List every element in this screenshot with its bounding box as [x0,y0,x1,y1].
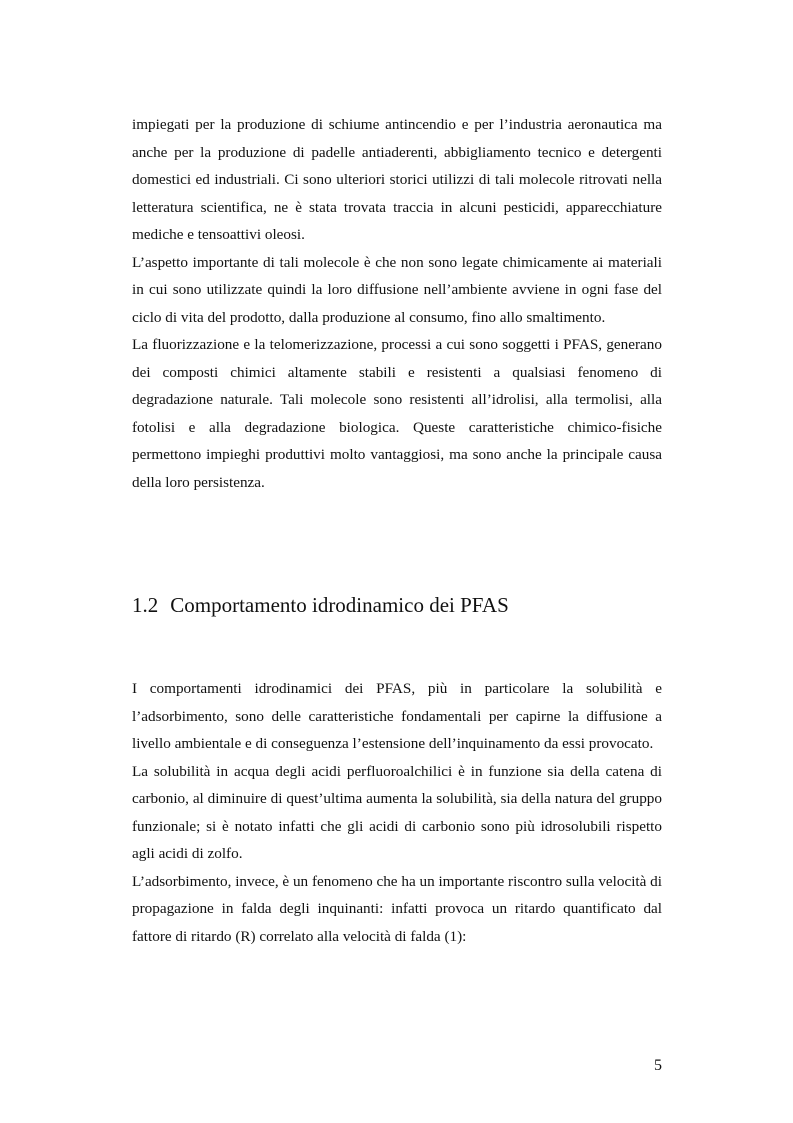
section-number: 1.2 [132,593,159,617]
paragraph-adsorption: L’adsorbimento, invece, è un fenomeno che ha un importante riscontro sulla velocità di propagazione in falda degli inquinanti: infatti provoca un ritardo quantificato dal fattore di ritardo (R) correlato alla velocità di falda (1): [132,872,662,945]
paragraph-hydrodynamic: I comportamenti idrodinamici dei PFAS, più in particolare la solubilità e l’adsorbimento, sono delle caratteristiche fondamentali per capirne la diffusione a livello ambientale e di conseguenza l’estensione dell’inquinamento da essi provocato. [132,680,662,752]
paragraph-uses: impiegati per la produzione di schiume antincendio e per l’industria aeronautica ma anche per la produzione di padelle antiaderenti, abbigliamento tecnico e detergenti domestici ed industriali. Ci sono ulteriori storici utilizzi di tali molecole ritrovati nella letteratura scientifica, ne è stata trovata traccia in alcuni pesticidi, apparecchiature mediche e tensoattivi oleosi. [132,116,662,243]
section-title: Comportamento idrodinamico dei PFAS [170,593,509,617]
body-text-section [132,675,662,950]
paragraph-persistence: La fluorizzazione e la telomerizzazione, processi a cui sono soggetti i PFAS, generano dei composti chimici altamente stabili e resistenti a qualsiasi fenomeno di degradazione naturale. Tali molecole sono resistenti all’idrolisi, alla termolisi, alla fotolisi e alla degradazione biologica. Queste caratteristiche chimico-fisiche permettono impieghi produttivi molto vantaggiosi, ma sono anche la principale causa della loro persistenza. [132,336,662,491]
paragraph-diffusion: L’aspetto importante di tali molecole è che non sono legate chimicamente ai materiali in cui sono utilizzate quindi la loro diffusione nell’ambiente avviene in ogni fase del ciclo di vita del prodotto, dalla produzione al consumo, fino allo smaltimento. [132,253,662,326]
page-number: 5 [654,1057,662,1074]
paragraph-solubility: La solubilità in acqua degli acidi perfluoroalchilici è in funzione sia della catena di carbonio, al diminuire di quest’ultima aumenta la solubilità, sia della natura del gruppo funzionale; si è notato infatti che gli acidi di carbonio sono più idrosolubili rispetto agli acidi di zolfo. [132,762,662,862]
body-text-top [132,111,662,496]
section-heading [132,590,509,620]
